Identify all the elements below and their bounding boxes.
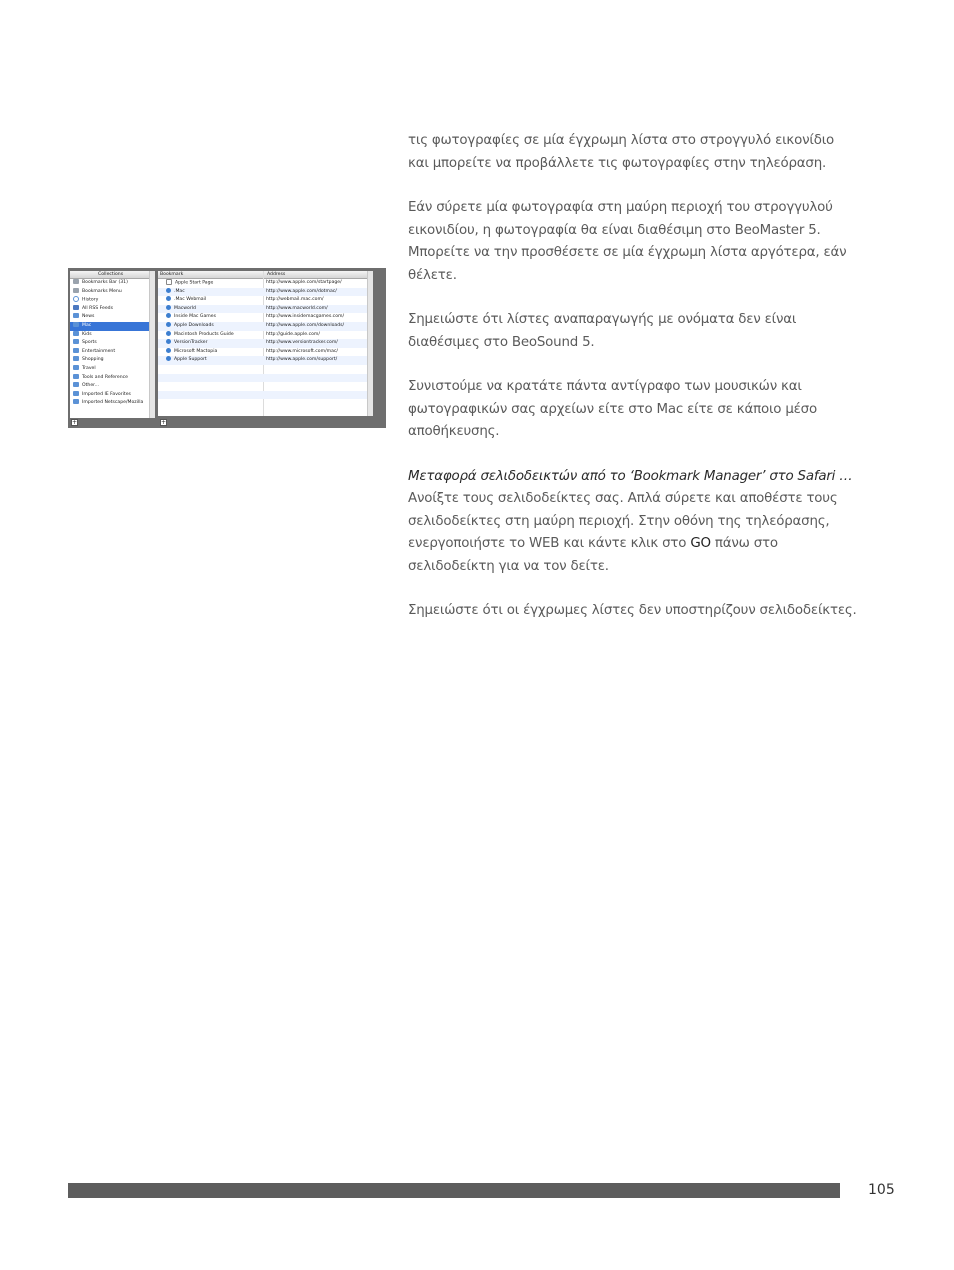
paragraph-named-playlists: Σημειώστε ότι λίστες αναπαραγωγής με ονόματα δεν είναι διαθέσιμες στο BeoSound 5. [408,312,797,350]
go-label: GO [690,536,711,551]
bookmark-address: http://www.apple.com/dotmac/ [266,288,337,294]
rss-icon [73,305,79,310]
collection-item[interactable] [70,339,155,348]
collection-item[interactable] [70,331,155,340]
bookmark-name: VersionTracker [174,340,208,346]
bookmarks-list [158,279,373,408]
collection-label: Travel [82,365,96,371]
collections-pane [70,271,155,418]
collections-header-label: Collections [98,272,124,277]
bookmark-name: Macworld [174,305,196,311]
bookmark-address: http://www.macworld.com/ [266,305,328,311]
globe-icon [166,339,171,344]
paragraph-color-lists-note: Σημειώστε ότι οι έγχρωμες λίστες δεν υποστηρίζουν σελιδοδείκτες. [408,603,857,618]
globe-icon [166,305,171,310]
empty-row [158,365,373,374]
collection-item[interactable] [70,313,155,322]
empty-row [158,382,373,391]
folder-icon [73,356,79,361]
globe-icon [166,331,171,336]
paragraph-photos-color-list: τις φωτογραφίες σε μία έγχρωμη λίστα στο στρογγυλό εικονίδιο και μπορείτε να προβάλλετε τις φωτογραφίες στην τηλεόραση. [408,133,835,171]
folder-icon [73,313,79,318]
collection-label: Imported Netscape/Mozilla [82,400,144,406]
bookmark-address: http://www.insidemacgames.com/ [266,314,345,320]
collection-item[interactable] [70,365,155,374]
bookmark-name: Inside Mac Games [174,314,216,320]
bookmark-address: http://www.apple.com/downloads/ [266,322,345,328]
collection-label: Other... [82,383,100,389]
collections-list [70,279,155,408]
add-bookmark-button[interactable]: + [161,419,167,426]
bookmark-instructions-start: Ανοίξτε τους σελιδοδείκτες σας. Απλά σύρετε και αποθέστε τους σελιδοδείκτες στη μαύρη περιοχή. Στην οθόνη της τηλεόρασης, ενεργοποιήστε το WEB και κάντε κλικ στο [408,491,838,551]
bookmark-row[interactable] [158,356,373,365]
collection-label: Entertainment [82,348,116,354]
bookmark-row[interactable] [158,322,373,331]
bookmark-address: http://guide.apple.com/ [266,331,320,337]
folder-icon [73,374,79,379]
collection-label: Shopping [82,357,104,363]
collection-item[interactable] [70,288,155,297]
bookmarks-pane [158,271,373,416]
collection-label: Imported IE Favorites [82,391,131,397]
collection-item[interactable] [70,322,155,331]
globe-icon [166,296,171,301]
globe-icon [166,356,171,361]
collections-header [70,271,155,279]
clock-icon [73,296,79,302]
address-column-header[interactable]: Address [267,272,286,277]
collection-item[interactable] [70,382,155,391]
folder-icon [73,348,79,353]
collection-label: Tools and Reference [82,374,129,380]
folder-icon [73,391,79,396]
bookmark-instructions-end: πάνω στο σελιδοδείκτη για να τον δείτε. [408,536,778,574]
bookmark-row[interactable] [158,305,373,314]
bookmark-name: Apple Support [174,357,207,363]
body-text [408,130,858,645]
collection-label: Bookmarks Bar (31) [82,280,128,285]
bookmark-row[interactable] [158,313,373,322]
collection-label: Sports [82,340,97,346]
bookmark-name: Macintosh Products Guide [174,331,234,337]
collection-item[interactable] [70,399,155,408]
bookmark-name: .Mac Webmail [174,297,207,303]
bookmarks-header [158,271,373,279]
bookmark-name: Apple Downloads [174,322,214,328]
collection-label: Kids [82,331,92,337]
collection-item[interactable] [70,305,155,314]
bookmark-row[interactable] [158,296,373,305]
collection-item[interactable] [70,348,155,357]
bookmark-row[interactable] [158,279,373,288]
bookmark-column-header[interactable]: Bookmark [160,272,184,277]
collection-label: History [82,297,99,303]
paragraph-drag-photo: Εάν σύρετε μία φωτογραφία στη μαύρη περιοχή του στρογγυλού εικονιδίου, η φωτογραφία θα είναι διαθέσιμη στο BeoMaster 5. Μπορείτε να την προσθέσετε σε μία έγχρωμη λίστα αργότερα, εάν θέλετε. [408,200,847,283]
folder-icon [73,365,79,370]
collection-label: Bookmarks Menu [82,288,122,294]
folder-icon [73,399,79,404]
globe-icon [166,348,171,353]
globe-icon [166,288,171,293]
folder-icon [73,322,79,327]
bookmarks-scrollbar[interactable] [367,271,373,416]
collection-label: All RSS Feeds [82,305,113,311]
bookmark-address: http://www.apple.com/support/ [266,357,338,363]
bookmark-row[interactable] [158,331,373,340]
page-number: 105 [868,1182,895,1198]
bookmark-manager-screenshot [68,268,386,428]
book-icon [73,279,79,284]
bookmark-address: http://webmail.mac.com/ [266,297,324,303]
collection-label: Mac [82,322,92,328]
empty-row [158,399,373,408]
bookmark-name: Microsoft Mactopia [174,348,218,354]
bookmark-address: http://www.versiontracker.com/ [266,340,338,346]
globe-icon [166,322,171,327]
paragraph-backup-advice: Συνιστούμε να κρατάτε πάντα αντίγραφο των μουσικών και φωτογραφικών σας αρχείων είτε στο Mac είτε σε κάποιο μέσο αποθήκευσης. [408,379,817,439]
page-icon [166,279,172,285]
collection-item[interactable] [70,296,155,305]
footer-bar [68,1183,840,1198]
collection-item[interactable] [70,374,155,383]
bookmark-name: .Mac [174,288,185,294]
collection-item[interactable] [70,356,155,365]
empty-row [158,391,373,400]
section-heading-bookmarks: Μεταφορά σελιδοδεικτών από το ‘Bookmark Manager’ στο Safari … [408,468,853,484]
collections-scrollbar[interactable] [149,271,155,418]
bookmark-name: Apple Start Page [175,280,214,286]
bookmark-section [408,466,858,579]
folder-icon [73,331,79,336]
book-icon [73,288,79,293]
bookmark-row[interactable] [158,339,373,348]
bookmark-address: http://www.microsoft.com/mac/ [266,348,338,354]
bookmark-row[interactable] [158,348,373,357]
collection-label: News [82,314,95,320]
bookmark-row[interactable] [158,288,373,297]
globe-icon [166,313,171,318]
collection-item[interactable] [70,391,155,400]
collection-item[interactable] [70,279,155,288]
empty-row [158,374,373,383]
folder-icon [73,339,79,344]
add-collection-button[interactable]: + [72,419,78,426]
bookmark-address: http://www.apple.com/startpage/ [266,280,342,285]
folder-icon [73,382,79,387]
